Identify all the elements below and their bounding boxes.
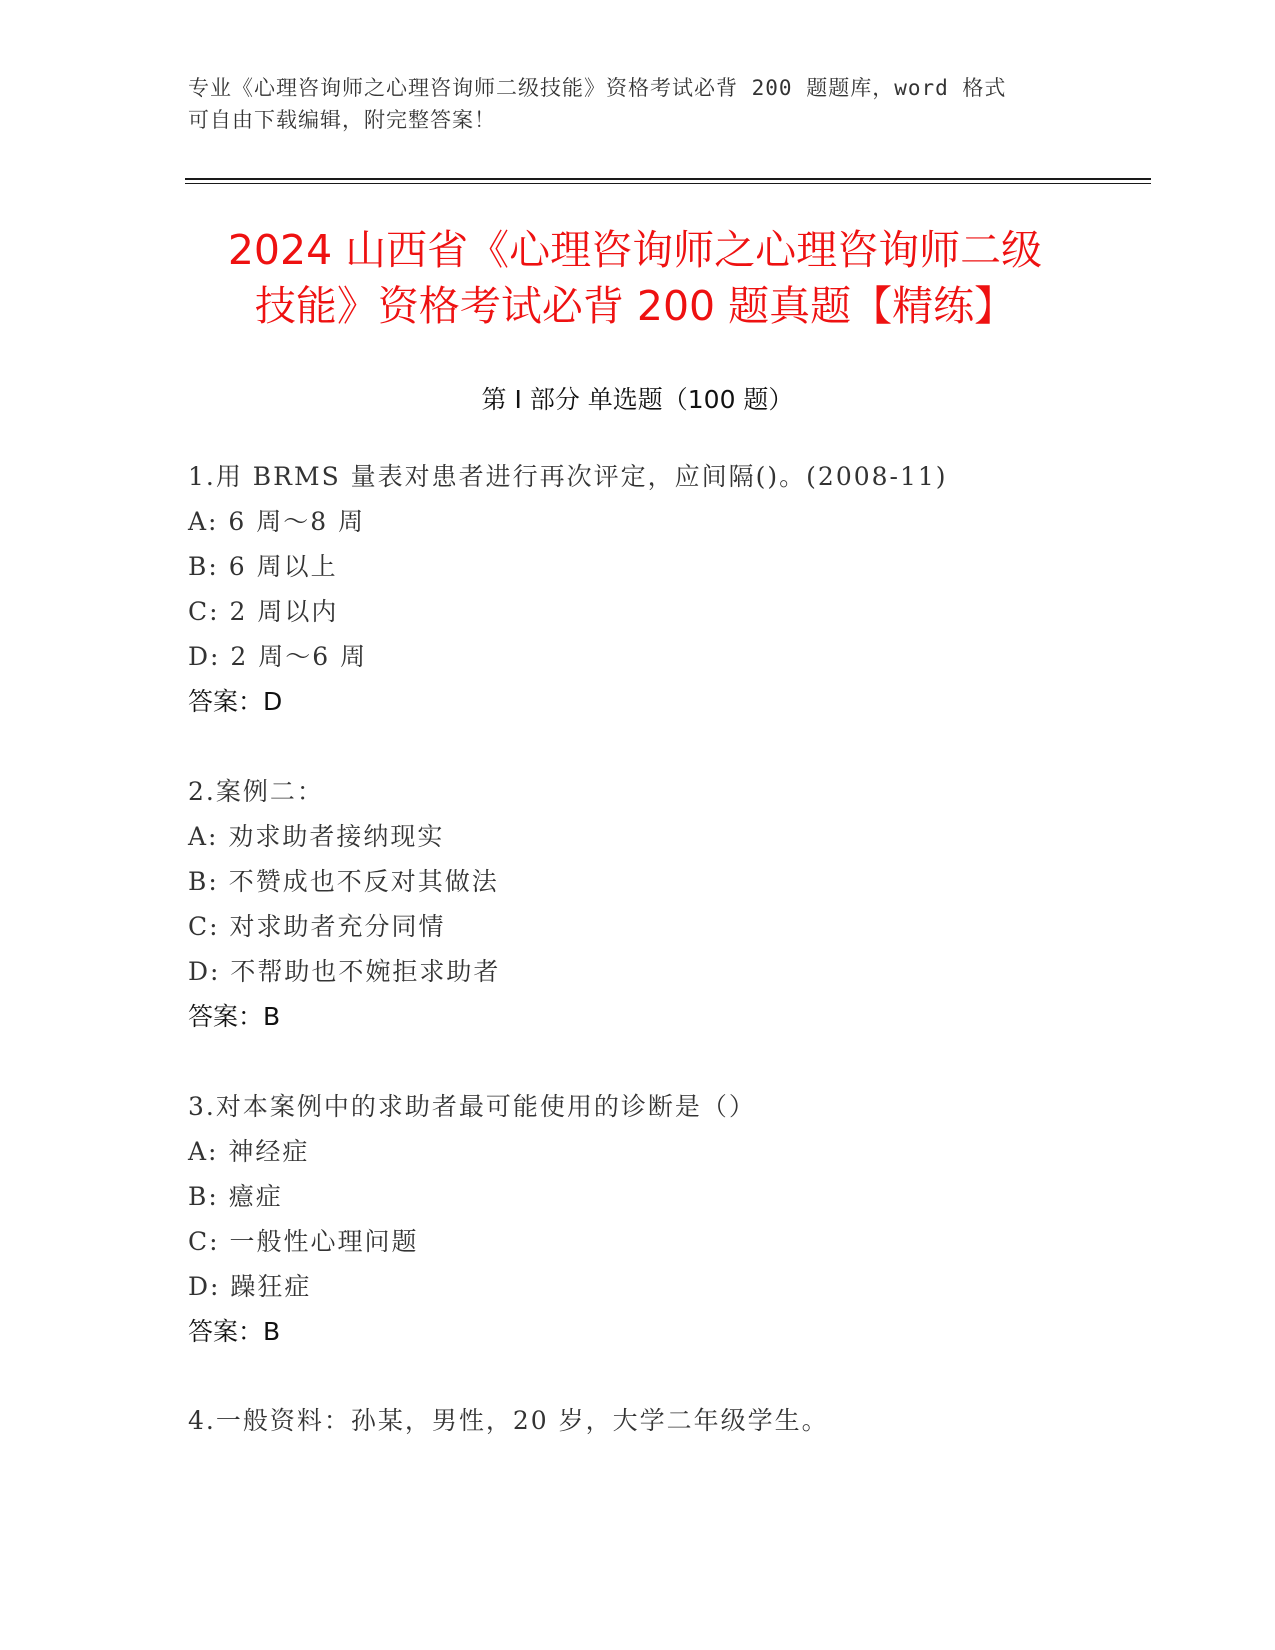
question-2 [188, 769, 1168, 1039]
document-title [175, 222, 1095, 334]
header-line-1: 专业《心理咨询师之心理咨询师二级技能》资格考试必背 200 题题库，word 格式 [188, 76, 1007, 100]
option-b: B: 癔症 [188, 1182, 283, 1211]
question-stem: 4.一般资料：孙某，男性，20 岁，大学二年级学生。 [188, 1406, 829, 1435]
option-a: A: 劝求助者接纳现实 [188, 822, 445, 851]
option-a: A: 6 周～8 周 [188, 507, 366, 536]
section-title: 第 I 部分 单选题（100 题） [481, 385, 794, 414]
option-c: C: 2 周以内 [188, 597, 339, 626]
question-1 [188, 454, 1168, 724]
title-line-2: 技能》资格考试必背 200 题真题【精练】 [254, 282, 1016, 330]
option-b: B: 不赞成也不反对其做法 [188, 867, 499, 896]
answer: 答案：B [188, 1317, 281, 1346]
option-c: C: 对求助者充分同情 [188, 912, 446, 941]
option-c: C: 一般性心理问题 [188, 1227, 419, 1256]
option-d: D: 不帮助也不婉拒求助者 [188, 957, 501, 986]
header-divider-thin [185, 183, 1151, 184]
question-4 [188, 1398, 1168, 1443]
option-d: D: 躁狂症 [188, 1272, 312, 1301]
question-stem: 1.用 BRMS 量表对患者进行再次评定，应间隔()。(2008-11) [188, 462, 948, 491]
question-3 [188, 1084, 1168, 1354]
answer: 答案：B [188, 1002, 281, 1031]
header-divider-thick [185, 178, 1151, 180]
title-line-1: 2024 山西省《心理咨询师之心理咨询师二级 [227, 226, 1043, 274]
header-line-2: 可自由下载编辑，附完整答案！ [188, 108, 496, 132]
answer: 答案：D [188, 687, 283, 716]
page-header [188, 72, 1068, 136]
option-b: B: 6 周以上 [188, 552, 338, 581]
option-d: D: 2 周～6 周 [188, 642, 368, 671]
question-stem: 3.对本案例中的求助者最可能使用的诊断是（） [188, 1092, 756, 1121]
question-stem: 2.案例二： [188, 777, 324, 806]
option-a: A: 神经症 [188, 1137, 310, 1166]
